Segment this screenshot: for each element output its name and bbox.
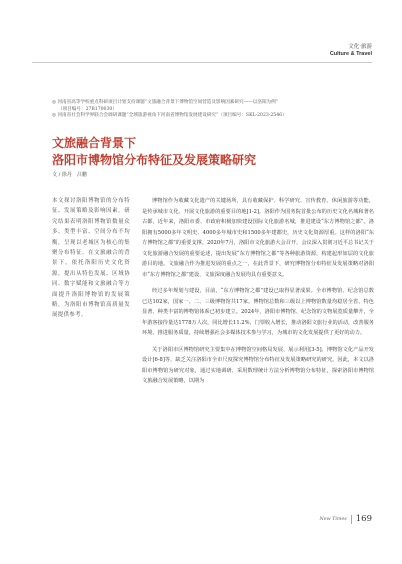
body-paragraph: 经过多年规划与建设，目前，“东方博物馆之都”建设已取得显著成果。全市博物馆、纪念馆总数已达102家，国家一、二、三级博物馆共17家。博物馆总数和三级以上博物馆数量均稳居全省，特色显著、种类丰富的博物馆体系已初步建立。2024年，洛阳市博物馆、纪念馆的文物展览质量攀升，全年游客接待量达1778万人次，同比增长11.2%，门票收入增长，推动洛阳文旅行业的活动，改善服务环境，推进服务质量，持续增强社会多媒体技术参与学习，为城市的文化发展提供了更好的动力。 <box>142 288 374 336</box>
column-header <box>330 44 372 57</box>
body-paragraph: 关于洛阳市区博物馆研究主要集中在博物馆空间格局发展、展示利用[3-5]、博物馆文化产品开发设计[6-8]等，缺乏关注洛阳市全市尺度探究博物馆分布特征及发展策略研究的研究。因此，本文以洛阳市博物馆为研究对象，通过实地调研、采用数理统计方法分析博物馆分布特征，探索洛阳市博物馆文旅融合发展策略，以期为 <box>142 346 374 384</box>
author-line: 文 / 徐丹 吕鹏 <box>52 172 87 178</box>
page-footer <box>320 514 372 524</box>
funding-line: ◎ 河南省高等学校重点科研项目计划支持课题“文旅融合背景下博物馆空间营造及影响因素研究——以洛阳为例” <box>52 100 279 105</box>
article-title <box>52 135 256 169</box>
article-body <box>142 196 374 393</box>
funding-line: （项目编号：27B170030） <box>58 106 117 112</box>
funding-notes <box>52 100 372 120</box>
title-line-1: 文旅融合背景下 <box>52 136 137 150</box>
footer-divider <box>351 515 352 524</box>
funding-line: ◎ 河南省社会科学界联合会调研课题“全域旅游视角下河南省博物馆发展建设研究”（项目编号：SKL-2023-2546） <box>52 113 287 119</box>
title-line-2: 洛阳市博物馆分布特征及发展策略研究 <box>52 152 257 167</box>
column-name-en: Culture & Travel <box>329 50 372 57</box>
column-name-cn: 文化·旅游 <box>348 44 372 50</box>
page-number: 169 <box>355 514 372 524</box>
abstract: 本文探讨洛阳博物馆的分布特征、发展策略及影响因素。研究结果表明洛阳博物馆数量众多、类型丰富、空间分布不均衡，呈现以老城区为核心的集聚分布特征。在文旅融合的背景下，依托洛阳历史文化资源，提出从特色发展、区域协同、数字赋能和文旅融合等方面提升洛阳博物馆的发展策略，为洛阳市博物馆高质量发展提供参考。 <box>52 198 130 319</box>
header-divider <box>32 62 372 63</box>
body-paragraph: 博物馆作为收藏文化遗产的关键场所，具有收藏保护、科学研究、宣传教育、休闲旅游等功能，是传承城市文化、开展文化旅游的重要目的地[1-2]。洛阳作为国务院首批公布的历史文化名城和著名古都，近年来，洛阳市委、市政府积极加快建设国际文化旅游名城，推进建设“东方博物馆之都”。洛阳拥有5000多年文明史、4000多年城市史和1500多年建都史，历史文化资源厚重。这样的洛阳“东方博物馆之都”的重要支撑。2020年7月，洛阳市文化旅游大会召开，会议深入贯彻习近平总书记关于文化旅游融合发展的重要论述，提出发展“东方博物馆之都”等各种旅游资源，构建起形如层的文化旅游目的地。文旅融合作为推进发展的重点之一，在此背景下，研究博物馆分布特征及发展策略对洛阳市“东方博物馆之都”建设、文旅深度融合发展均具有重要意义。 <box>142 198 374 278</box>
magazine-name: New Times <box>319 516 347 522</box>
